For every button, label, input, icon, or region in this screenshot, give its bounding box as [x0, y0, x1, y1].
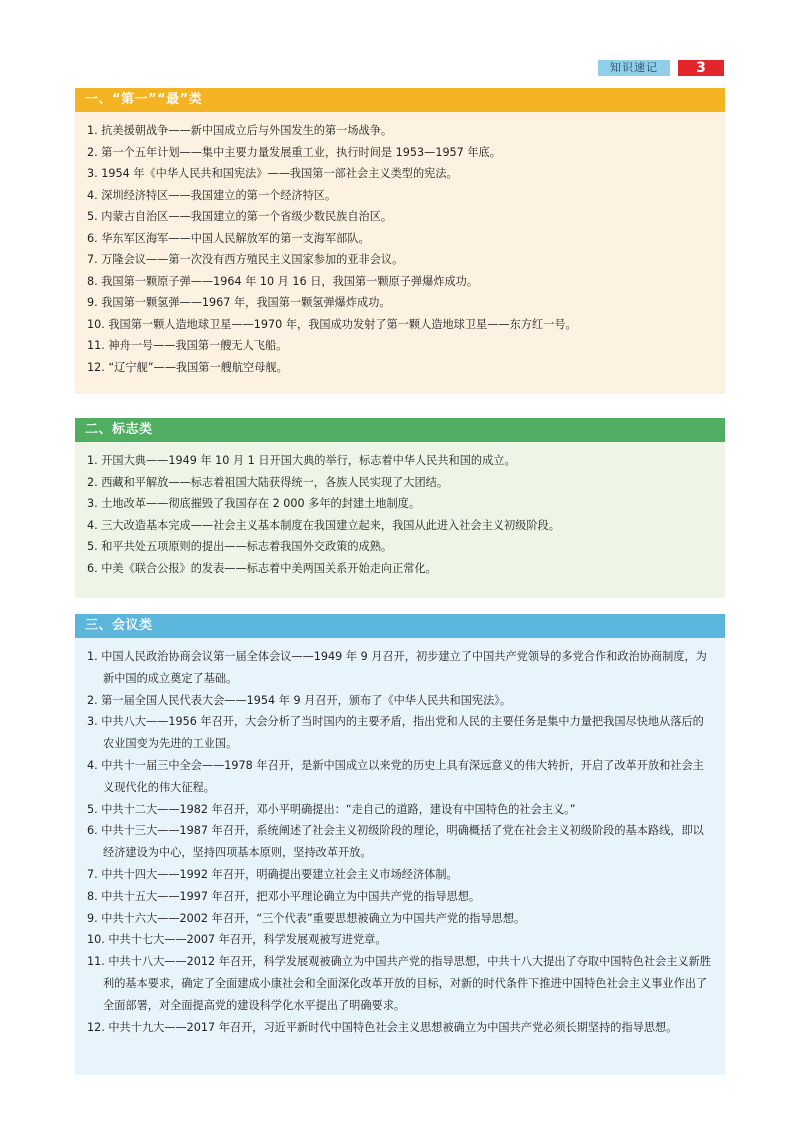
- list-item: 3. 1954 年《中华人民共和国宪法》——我国第一部社会主义类型的宪法。: [87, 167, 458, 180]
- section-milestones: [75, 418, 725, 598]
- list-item: 3. 土地改革——彻底摧毁了我国存在 2 000 多年的封建土地制度。: [87, 497, 421, 510]
- list-item: 5. 中共十二大——1982 年召开，邓小平明确提出：“走自己的道路，建设有中国特色的社会主义。”: [87, 802, 576, 816]
- list-item: 2. 第一个五年计划——集中主要力量发展重工业，执行时间是 1953—1957 年底。: [87, 145, 501, 159]
- list-item: 6. 华东军区海军——中国人民解放军的第一支海军部队。: [87, 231, 370, 245]
- list-item: 8. 我国第一颗原子弹——1964 年 10 月 16 日，我国第一颗原子弹爆炸成功。: [87, 274, 479, 288]
- list-item: 6. 中美《联合公报》的发表——标志着中美两国关系开始走向正常化。: [87, 561, 437, 575]
- list-item: 12. 中共十九大——2017 年召开，习近平新时代中国特色社会主义思想被确立为中国共产党必须长期坚持的指导思想。: [87, 1020, 678, 1034]
- item-list: [87, 646, 713, 1038]
- section-body: [75, 442, 725, 598]
- item-list: [87, 120, 713, 378]
- list-item: 10. 我国第一颗人造地球卫星——1970 年，我国成功发射了第一颗人造地球卫星——东方红一号。: [87, 317, 577, 331]
- section-title: 二、标志类: [75, 418, 725, 442]
- list-item: 9. 中共十六大——2002 年召开，“三个代表”重要思想被确立为中国共产党的指导思想。: [87, 911, 526, 925]
- section-meetings: [75, 614, 725, 1075]
- list-item: 8. 中共十五大——1997 年召开，把邓小平理论确立为中国共产党的指导思想。: [87, 889, 481, 903]
- item-list: [87, 450, 713, 579]
- list-item: 4. 深圳经济特区——我国建立的第一个经济特区。: [87, 188, 337, 202]
- list-item: 7. 中共十四大——1992 年召开，明确提出要建立社会主义市场经济体制。: [87, 867, 458, 881]
- page-number: 3: [678, 60, 724, 76]
- list-item: 6. 中共十三大——1987 年召开，系统阐述了社会主义初级阶段的理论，明确概括了党在社会主义初级阶段的基本路线，即以经济建设为中心，坚持四项基本原则，坚持改革开放。: [87, 824, 704, 860]
- list-item: 5. 内蒙古自治区——我国建立的第一个省级少数民族自治区。: [87, 210, 393, 223]
- list-item: 7. 万隆会议——第一次没有西方殖民主义国家参加的亚非会议。: [87, 253, 404, 266]
- list-item: 1. 抗美援朝战争——新中国成立后与外国发生的第一场战争。: [87, 124, 393, 137]
- list-item: 3. 中共八大——1956 年召开，大会分析了当时国内的主要矛盾，指出党和人民的主要任务是集中力量把我国尽快地从落后的农业国变为先进的工业国。: [87, 715, 704, 751]
- section-title: 三、会议类: [75, 614, 725, 638]
- list-item: 11. 神舟一号——我国第一艘无人飞船。: [87, 339, 288, 352]
- header-label: 知识速记: [598, 60, 670, 76]
- section-body: [75, 112, 725, 394]
- list-item: 10. 中共十七大——2007 年召开，科学发展观被写进党章。: [87, 933, 387, 947]
- list-item: 2. 西藏和平解放——标志着祖国大陆获得统一，各族人民实现了大团结。: [87, 475, 449, 489]
- list-item: 12. “辽宁舰”——我国第一艘航空母舰。: [87, 360, 288, 374]
- section-body: [75, 638, 725, 1075]
- list-item: 1. 中国人民政治协商会议第一届全体会议——1949 年 9 月召开，初步建立了中国共产党领导的多党合作和政治协商制度，为新中国的成立奠定了基础。: [87, 650, 707, 685]
- list-item: 2. 第一届全国人民代表大会——1954 年 9 月召开，颁布了《中华人民共和国宪法》。: [87, 693, 512, 707]
- list-item: 9. 我国第一颗氢弹——1967 年，我国第一颗氢弹爆炸成功。: [87, 296, 391, 309]
- section-firsts: [75, 88, 725, 394]
- list-item: 4. 中共十一届三中全会——1978 年召开，是新中国成立以来党的历史上具有深远意义的伟大转折，开启了改革开放和社会主义现代化的伟大征程。: [87, 758, 704, 794]
- page-header: [598, 60, 724, 76]
- list-item: 11. 中共十八大——2012 年召开，科学发展观被确立为中国共产党的指导思想，中共十八大提出了夺取中国特色社会主义新胜利的基本要求，确定了全面建成小康社会和全面深化改革开放的目标，对新的时代条件下推进中国特色社会主义事业作出了全面部署，对全面提高党的建设科学化水平提出了明确要求。: [87, 955, 711, 1012]
- list-item: 5. 和平共处五项原则的提出——标志着我国外交政策的成熟。: [87, 540, 393, 553]
- section-title: 一、“第一”“最”类: [75, 88, 725, 112]
- list-item: 4. 三大改造基本完成——社会主义基本制度在我国建立起来，我国从此进入社会主义初级阶段。: [87, 518, 560, 532]
- list-item: 1. 开国大典——1949 年 10 月 1 日开国大典的举行，标志着中华人民共和国的成立。: [87, 454, 516, 467]
